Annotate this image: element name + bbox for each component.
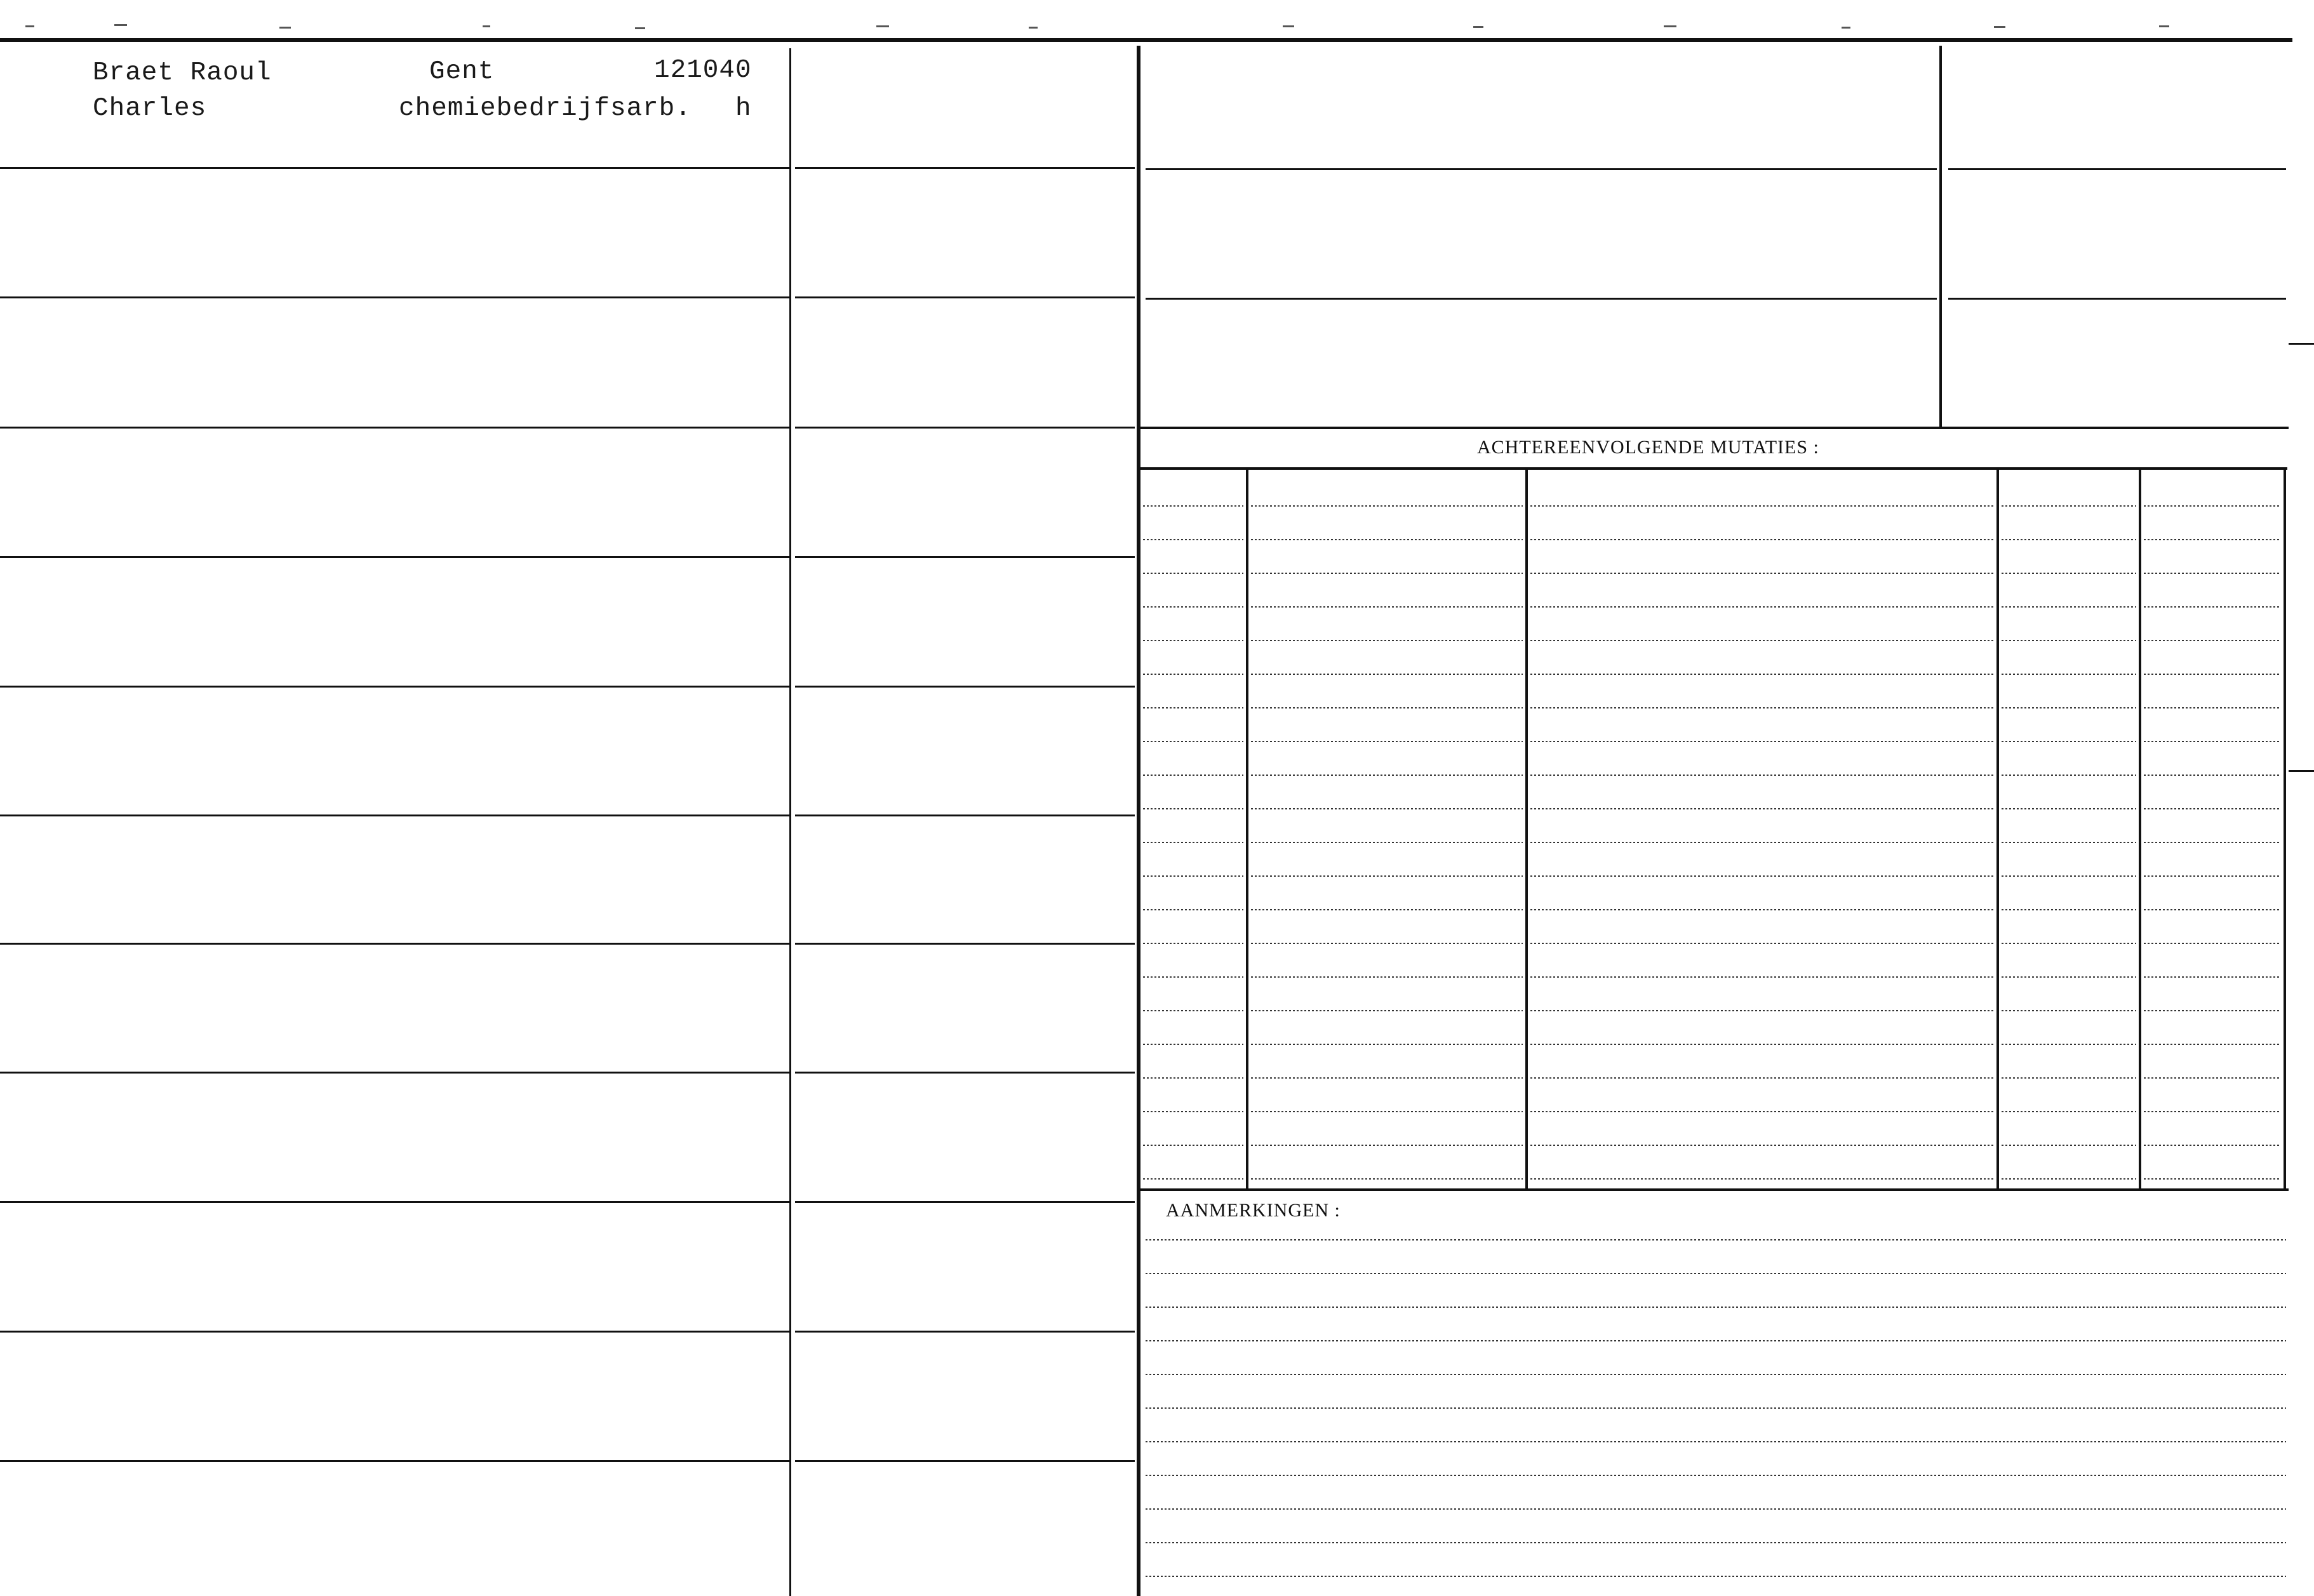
mutations-header: ACHTEREENVOLGENDE MUTATIES : [1477, 437, 1819, 458]
remarks-header: AANMERKINGEN : [1166, 1200, 1341, 1221]
entry-code: h [735, 94, 752, 123]
entry-place: Gent [429, 57, 495, 86]
entry-date: 121040 [654, 56, 752, 85]
entry-occupation: chemiebedrijfsarb. [399, 94, 692, 123]
entry-given-second: Charles [93, 94, 207, 123]
entry-name: Braet Raoul [93, 58, 272, 88]
